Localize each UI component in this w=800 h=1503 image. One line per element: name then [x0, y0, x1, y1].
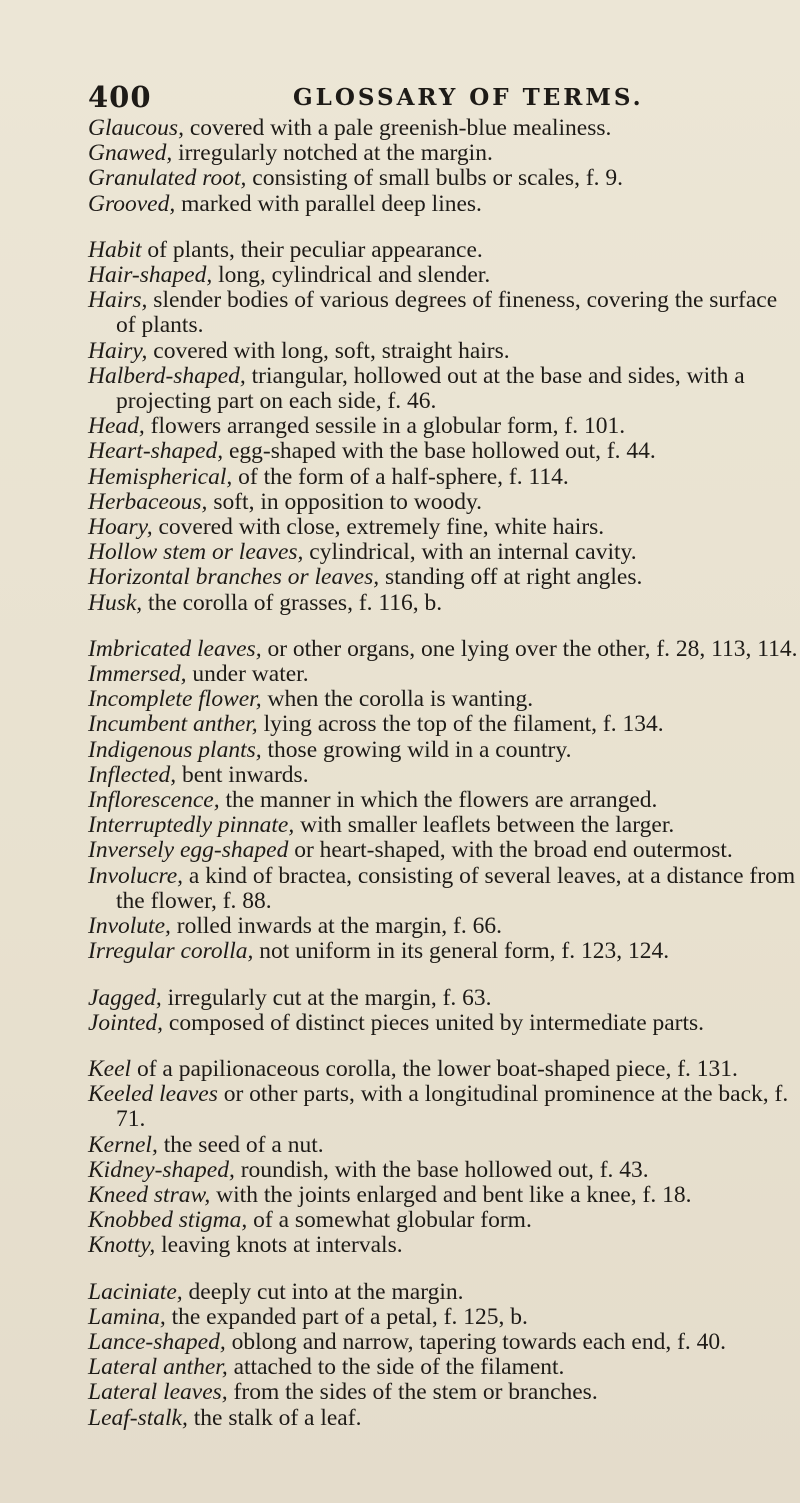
- entry-definition: consisting of small bulbs or scales, f. 9.: [246, 165, 624, 192]
- glossary-entry: [88, 414, 798, 439]
- page-header: [88, 80, 778, 114]
- glossary-entry: [88, 490, 798, 515]
- entry-term: Imbricated leaves,: [88, 635, 262, 662]
- entry-definition: with smaller leaflets between the larger.: [294, 812, 675, 839]
- glossary-entry: [88, 788, 798, 813]
- entry-definition: irregularly cut at the margin, f. 63.: [161, 984, 492, 1011]
- glossary-entry: [88, 166, 798, 191]
- entry-definition: covered with close, extremely fine, white hairs.: [152, 514, 605, 541]
- entry-definition: lying across the top of the filament, f. 134.: [257, 711, 664, 738]
- entry-definition: of a papilionaceous corolla, the lower boat-shaped piece, f. 131.: [131, 1055, 738, 1082]
- entry-definition: those growing wild in a country.: [261, 736, 572, 763]
- entry-term: Hemispherical,: [88, 463, 233, 490]
- entry-definition: standing off at right angles.: [379, 564, 643, 591]
- glossary-entry: [88, 687, 798, 712]
- entry-term: Kneed straw,: [88, 1181, 211, 1208]
- glossary-entry: [88, 565, 798, 590]
- glossary-letter-group: [88, 1057, 798, 1259]
- glossary-entry: [88, 1133, 798, 1158]
- entry-term: Halberd-shaped,: [88, 362, 246, 389]
- entry-definition: of the form of a half-sphere, f. 114.: [232, 463, 569, 490]
- entry-term: Immersed,: [88, 661, 187, 688]
- glossary-entry: [88, 288, 798, 338]
- entry-term: Keel: [88, 1055, 132, 1082]
- glossary-entry: [88, 1158, 798, 1183]
- glossary-body: [88, 116, 798, 1452]
- glossary-entry: [88, 864, 798, 914]
- glossary-entry: [88, 637, 798, 662]
- entry-definition: leaving knots at intervals.: [155, 1232, 403, 1259]
- glossary-entry: [88, 1183, 798, 1208]
- entry-term: Indigenous plants,: [88, 736, 262, 763]
- entry-term: Inflorescence,: [88, 787, 220, 814]
- entry-definition: the expanded part of a petal, f. 125, b.: [165, 1303, 528, 1330]
- glossary-entry: [88, 1305, 798, 1330]
- entry-term: Inflected,: [88, 761, 177, 788]
- entry-term: Inversely egg-shaped: [88, 837, 289, 864]
- entry-definition: soft, in opposition to woody.: [207, 488, 483, 515]
- entry-term: Jointed,: [88, 1009, 164, 1036]
- entry-definition: or other organs, one lying over the other, f. 28, 113, 114.: [261, 635, 798, 662]
- glossary-entry: [88, 914, 798, 939]
- entry-definition: the manner in which the flowers are arranged.: [219, 787, 658, 814]
- glossary-letter-group: [88, 986, 798, 1036]
- entry-term: Lance-shaped,: [88, 1328, 226, 1355]
- entry-definition: slender bodies of various degrees of fineness, covering the surface of plants.: [116, 287, 778, 339]
- entry-definition: from the sides of the stem or branches.: [227, 1379, 598, 1406]
- glossary-letter-group: [88, 1280, 798, 1431]
- entry-definition: a kind of bractea, consisting of several leaves, at a distance from the flower, f. 88.: [116, 862, 796, 914]
- entry-term: Hairy,: [88, 337, 148, 364]
- entry-term: Jagged,: [88, 984, 162, 1011]
- entry-term: Grooved,: [88, 190, 176, 217]
- glossary-entry: [88, 141, 798, 166]
- glossary-letter-group: [88, 116, 798, 217]
- entry-term: Knotty,: [88, 1232, 156, 1259]
- entry-term: Knobbed stigma,: [88, 1207, 248, 1234]
- entry-term: Lateral leaves,: [88, 1379, 228, 1406]
- glossary-entry: [88, 838, 798, 863]
- glossary-entry: [88, 1233, 798, 1258]
- entry-term: Laciniate,: [88, 1278, 183, 1305]
- entry-term: Incumbent anther,: [88, 711, 258, 738]
- glossary-entry: [88, 1057, 798, 1082]
- entry-term: Incomplete flower,: [88, 686, 262, 713]
- entry-term: Leaf-stalk,: [88, 1404, 188, 1431]
- glossary-letter-group: [88, 637, 798, 965]
- entry-definition: cylindrical, with an internal cavity.: [303, 539, 637, 566]
- glossary-entry: [88, 1380, 798, 1405]
- entry-term: Hairs,: [88, 287, 148, 314]
- entry-definition: of a somewhat globular form.: [247, 1207, 532, 1234]
- glossary-entry: [88, 1406, 798, 1431]
- glossary-entry: [88, 238, 798, 263]
- entry-definition: the seed of a nut.: [157, 1131, 324, 1158]
- glossary-entry: [88, 712, 798, 737]
- glossary-entry: [88, 116, 798, 141]
- entry-term: Hair-shaped,: [88, 262, 213, 289]
- glossary-entry: [88, 1280, 798, 1305]
- entry-term: Lamina,: [88, 1303, 166, 1330]
- glossary-entry: [88, 1330, 798, 1355]
- entry-definition: covered with long, soft, straight hairs.: [147, 337, 510, 364]
- entry-term: Head,: [88, 413, 145, 440]
- glossary-entry: [88, 986, 798, 1011]
- glossary-entry: [88, 540, 798, 565]
- entry-term: Hollow stem or leaves,: [88, 539, 304, 566]
- entry-term: Husk,: [88, 589, 143, 616]
- entry-definition: not uniform in its general form, f. 123, 124.: [253, 938, 670, 965]
- entry-term: Keeled leaves: [88, 1081, 218, 1108]
- entry-term: Gnawed,: [88, 140, 173, 167]
- entry-term: Involucre,: [88, 862, 184, 889]
- entry-definition: irregularly notched at the margin.: [172, 140, 493, 167]
- entry-definition: long, cylindrical and slender.: [212, 262, 491, 289]
- entry-definition: deeply cut into at the margin.: [182, 1278, 464, 1305]
- page-number: 400: [88, 80, 152, 114]
- entry-definition: the stalk of a leaf.: [187, 1404, 362, 1431]
- glossary-entry: [88, 439, 798, 464]
- entry-definition: composed of distinct pieces united by intermediate parts.: [163, 1009, 705, 1036]
- entry-definition: bent inwards.: [176, 761, 309, 788]
- entry-term: Granulated root,: [88, 165, 247, 192]
- running-title: GLOSSARY OF TERMS.: [293, 84, 644, 111]
- entry-term: Kidney-shaped,: [88, 1156, 235, 1183]
- glossary-entry: [88, 813, 798, 838]
- entry-term: Involute,: [88, 913, 171, 940]
- entry-definition: marked with parallel deep lines.: [175, 190, 482, 217]
- entry-term: Habit: [88, 236, 142, 263]
- glossary-entry: [88, 263, 798, 288]
- entry-term: Heart-shaped,: [88, 438, 224, 465]
- entry-term: Lateral anther,: [88, 1354, 228, 1381]
- entry-definition: under water.: [186, 661, 309, 688]
- entry-definition: rolled inwards at the margin, f. 66.: [170, 913, 502, 940]
- entry-definition: covered with a pale greenish-blue mealiness.: [183, 115, 612, 141]
- glossary-entry: [88, 738, 798, 763]
- glossary-entry: [88, 1355, 798, 1380]
- glossary-entry: [88, 192, 798, 217]
- entry-definition: attached to the side of the filament.: [227, 1354, 565, 1381]
- glossary-entry: [88, 1011, 798, 1036]
- entry-definition: roundish, with the base hollowed out, f. 43.: [234, 1156, 649, 1183]
- entry-term: Glaucous,: [88, 115, 184, 141]
- entry-term: Hoary,: [88, 514, 153, 541]
- glossary-entry: [88, 763, 798, 788]
- entry-term: Kernel,: [88, 1131, 158, 1158]
- glossary-entry: [88, 662, 798, 687]
- glossary-entry: [88, 591, 798, 616]
- entry-term: Interruptedly pinnate,: [88, 812, 295, 839]
- glossary-entry: [88, 1208, 798, 1233]
- glossary-entry: [88, 939, 798, 964]
- entry-definition: egg-shaped with the base hollowed out, f. 44.: [223, 438, 656, 465]
- entry-definition: the corolla of grasses, f. 116, b.: [142, 589, 443, 616]
- entry-definition: triangular, hollowed out at the base and sides, with a projecting part on each side, f. 46.: [116, 362, 745, 415]
- entry-definition: or other parts, with a longitudinal prominence at the back, f. 71.: [116, 1081, 789, 1133]
- entry-term: Horizontal branches or leaves,: [88, 564, 380, 591]
- entry-definition: with the joints enlarged and bent like a knee, f. 18.: [210, 1181, 692, 1208]
- glossary-entry: [88, 515, 798, 540]
- entry-term: Irregular corolla,: [88, 938, 254, 965]
- glossary-entry: [88, 1082, 798, 1132]
- entry-definition: of plants, their peculiar appearance.: [141, 236, 483, 263]
- entry-definition: flowers arranged sessile in a globular form, f. 101.: [144, 413, 626, 440]
- glossary-letter-group: [88, 238, 798, 616]
- entry-definition: when the corolla is wanting.: [261, 686, 534, 713]
- glossary-entry: [88, 364, 798, 414]
- glossary-entry: [88, 465, 798, 490]
- entry-term: Herbaceous,: [88, 488, 208, 515]
- glossary-entry: [88, 339, 798, 364]
- entry-definition: or heart-shaped, with the broad end outermost.: [288, 837, 733, 864]
- entry-definition: oblong and narrow, tapering towards each end, f. 40.: [225, 1328, 727, 1355]
